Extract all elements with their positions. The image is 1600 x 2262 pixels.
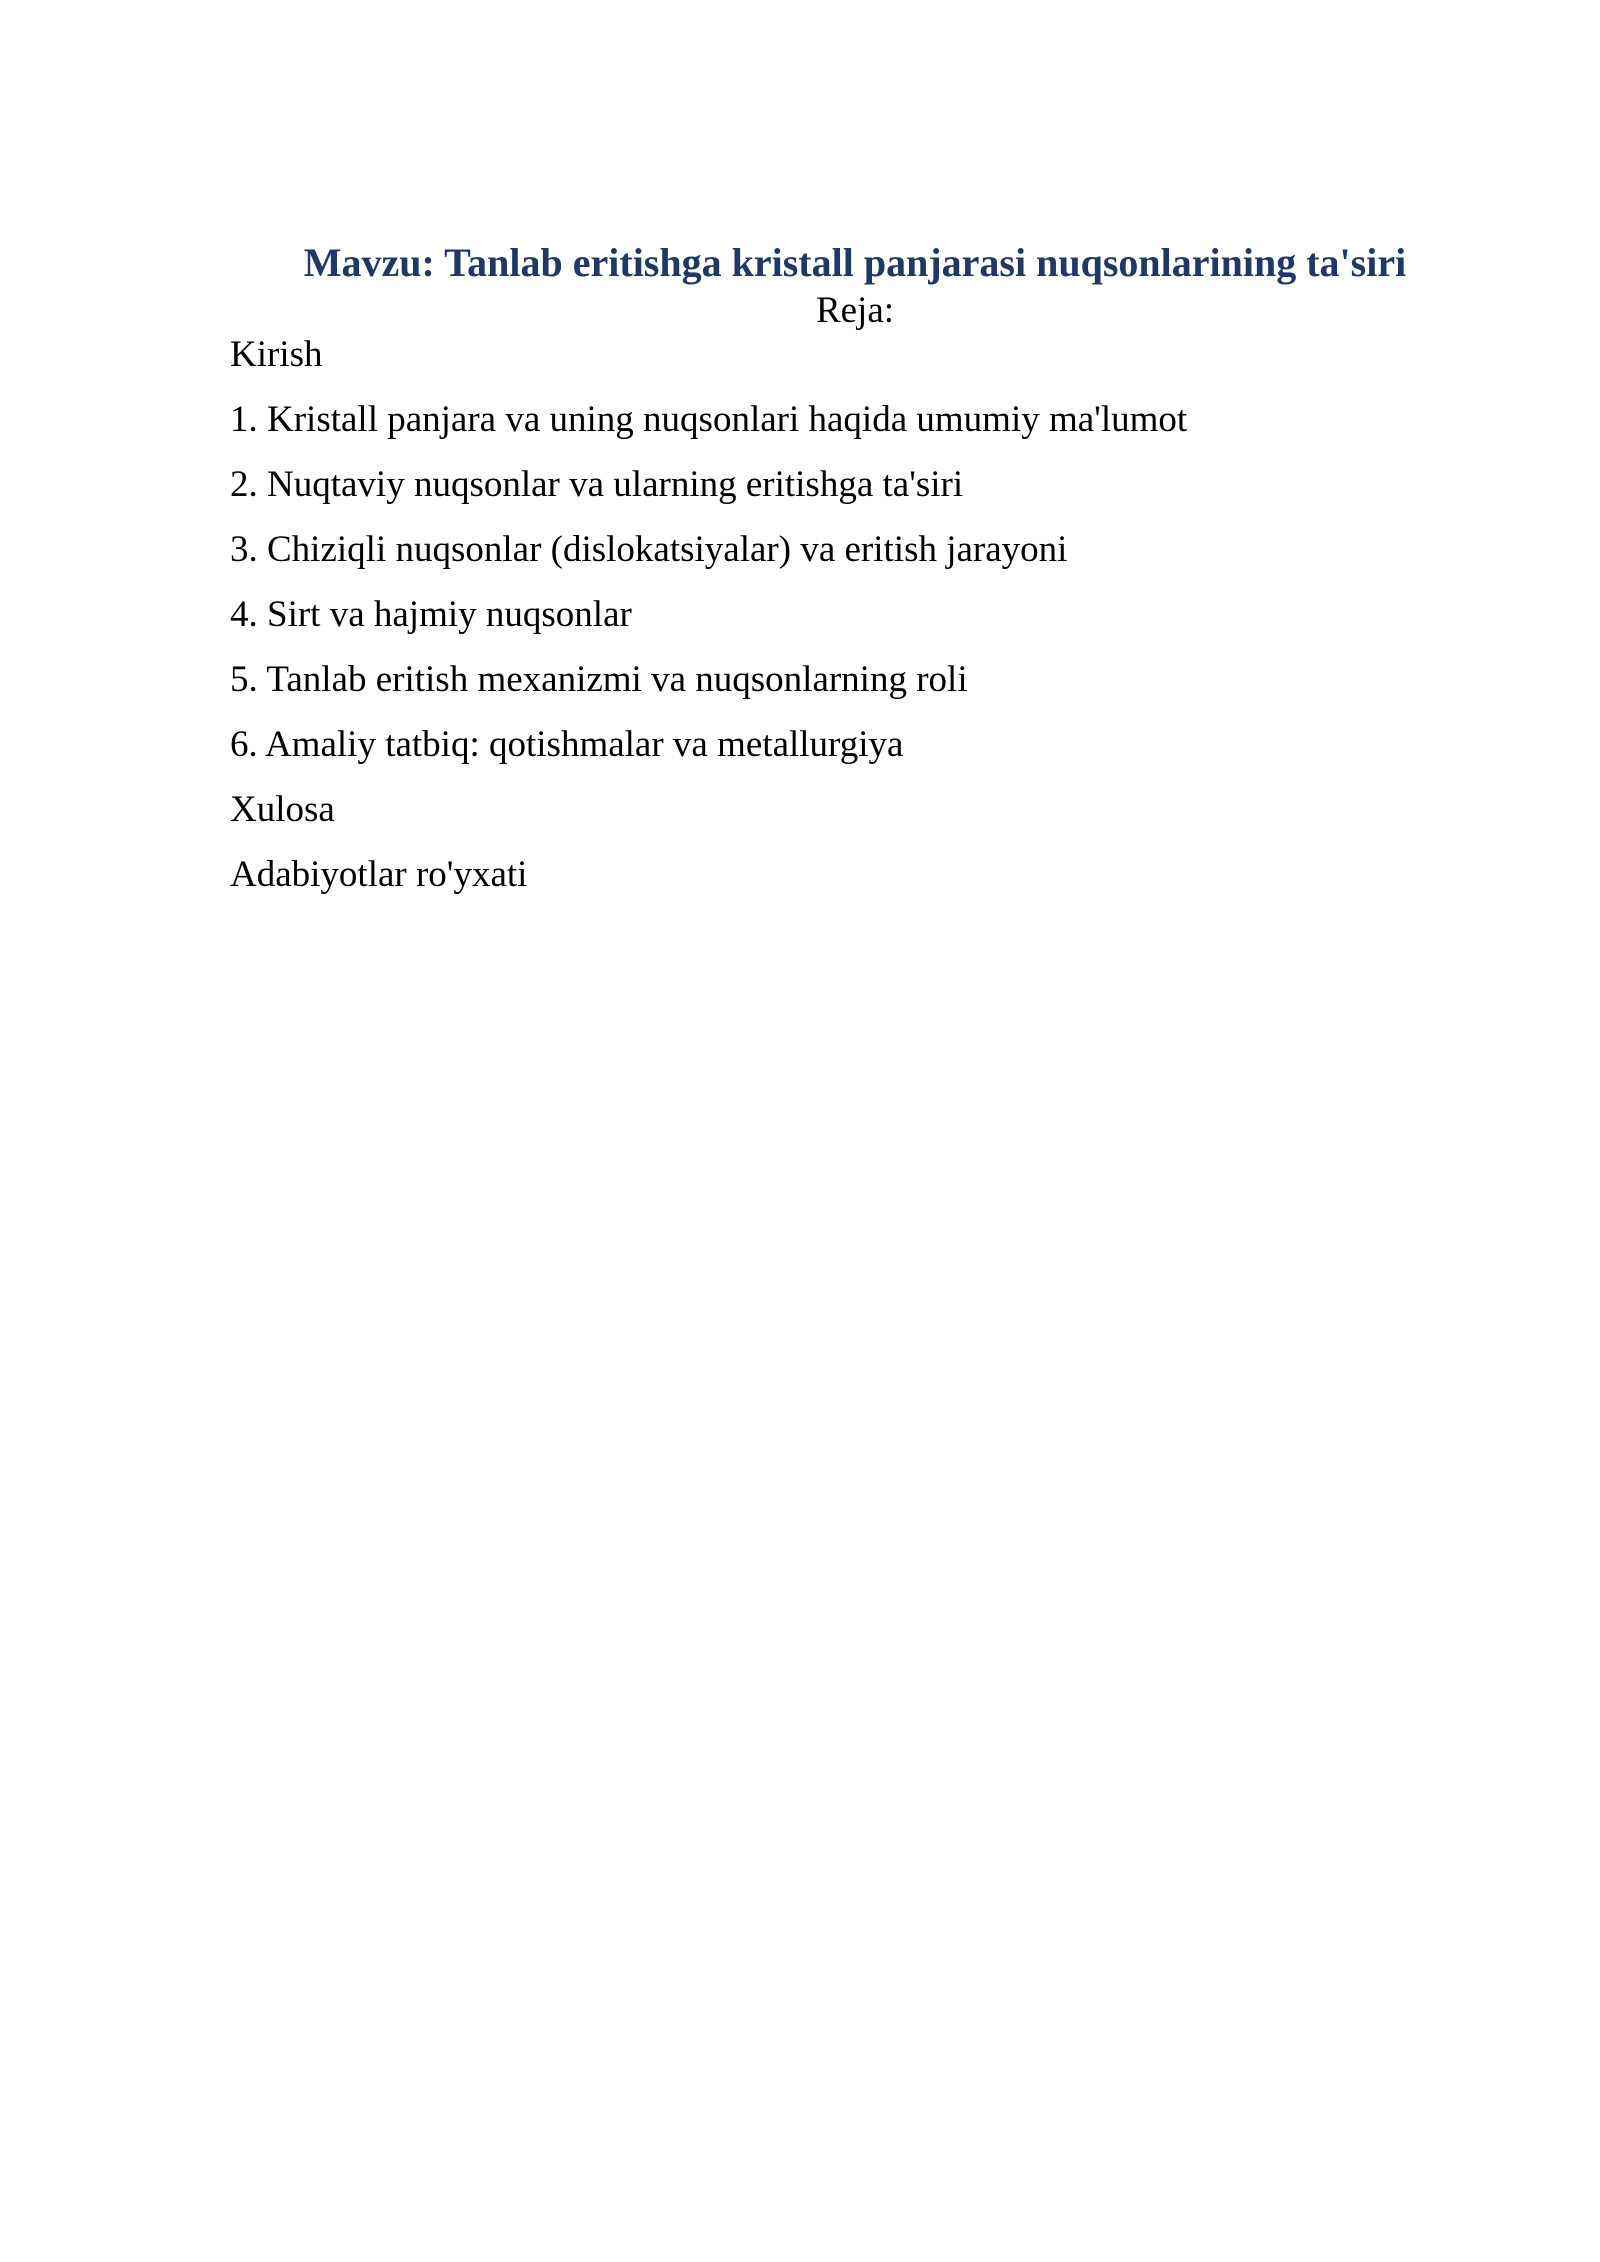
plan-item-2: 2. Nuqtaviy nuqsonlar va ularning eritishga ta'siri	[230, 464, 964, 505]
document-title: Mavzu: Tanlab eritishga kristall panjarasi nuqsonlarining ta'siri	[303, 240, 1407, 285]
plan-item-introduction: Kirish	[230, 334, 323, 375]
plan-item-conclusion: Xulosa	[230, 789, 335, 830]
plan-item-references: Adabiyotlar ro'yxati	[230, 854, 528, 895]
plan-heading: Reja:	[815, 290, 895, 331]
document-content	[230, 236, 1420, 919]
plan-item-3: 3. Chiziqli nuqsonlar (dislokatsiyalar) va eritish jarayoni	[230, 529, 1068, 570]
plan-item-6: 6. Amaliy tatbiq: qotishmalar va metallurgiya	[230, 724, 904, 765]
plan-list	[230, 334, 1420, 896]
plan-item-1: 1. Kristall panjara va uning nuqsonlari haqida umumiy ma'lumot	[230, 399, 1188, 440]
plan-item-5: 5. Tanlab eritish mexanizmi va nuqsonlarning roli	[230, 659, 968, 700]
plan-item-4: 4. Sirt va hajmiy nuqsonlar	[230, 594, 632, 635]
